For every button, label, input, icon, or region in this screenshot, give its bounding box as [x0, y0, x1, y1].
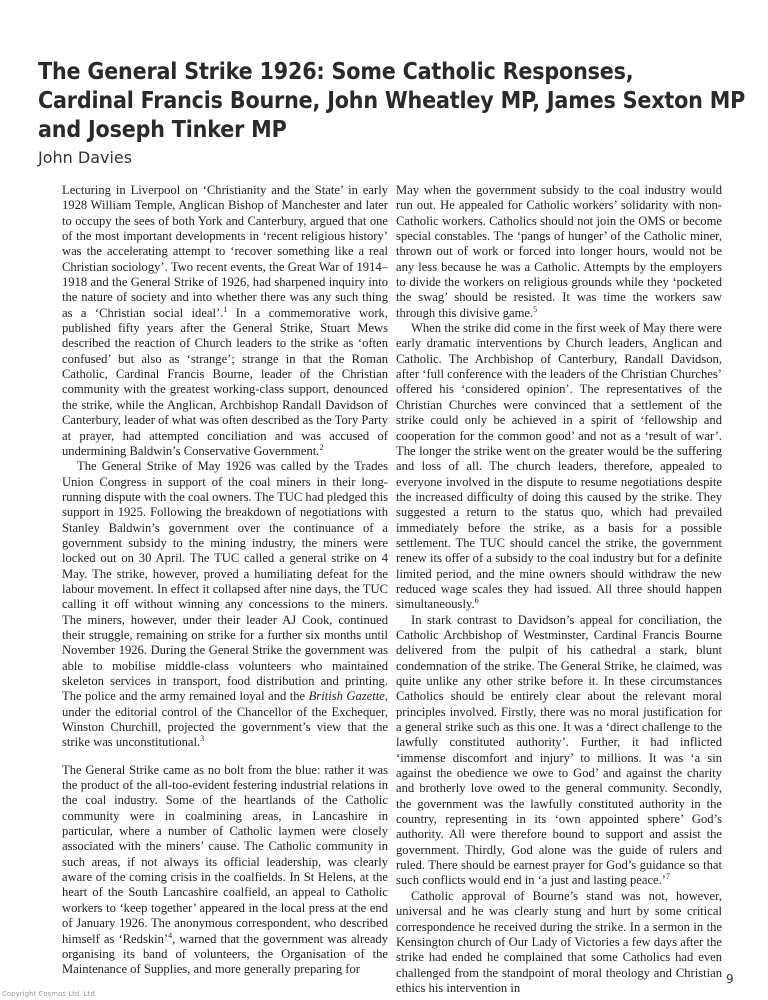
footnote-ref: 1: [223, 304, 228, 314]
paragraph: [62, 763, 388, 978]
paragraph: [396, 321, 722, 613]
footnote-ref: 2: [319, 442, 324, 452]
paragraph: [62, 183, 388, 459]
article-title: [38, 58, 746, 145]
title-line-1: The General Strike 1926: Some Catholic Responses,: [38, 59, 634, 85]
footnote-ref: 6: [474, 596, 479, 606]
copyright-watermark: Copyright Cosmos Ltd. Ltd: [2, 990, 95, 998]
footnote-ref: 7: [666, 872, 670, 882]
paragraph-text: The General Strike came as no bolt from the blue: rather it was the product of the all-too-evident festering industrial relations in the coal industry. Some of the heartlands of the Catholic community were in coalmining areas, in Lancashire in particular, where a number of Catholic laymen were closely associated with the miners’ cause. The Catholic community in such areas, if not always its official leadership, was clearly aware of the coming crisis in the coalfields. In St Helens, at the heart of the South Lancashire coalfield, an appeal to Catholic workers to ‘keep together’ appeared in the local press at the end of January 1926. The anonymous correspondent, who described himself as ‘Redskin’: [62, 762, 388, 946]
left-column: [62, 183, 388, 978]
paragraph-text: When the strike did come in the first week of May there were early dramatic interventions by Church leaders, Anglican and Catholic. The Archbishop of Canterbury, Randall Davidson, after ‘full conference with the leaders of the Christian Churches’ offered his ‘considered opinion’. The representatives of the Christian Churches were convinced that a settlement of the strike could only be achieved in a spirit of ‘fellowship and cooperation for the common good’ and not as a ‘result of war’. The longer the strike went on the greater would be the suffering and loss of all. The church leaders, therefore, appealed to everyone involved in the dispute to resume negotiations despite the increased difficulty of doing this caused by the strike. They suggested a return to the status quo, which had prevailed immediately before the strike, as a basis for a possible settlement. The TUC should cancel the strike, the government renew its offer of a subsidy to the coal industry but for a definite limited period, and the mine owners should withdraw the new reduced wage scales they had issued. All three should happen simultaneously.: [396, 321, 722, 612]
right-column: [396, 183, 722, 996]
footnote-ref: 4: [168, 930, 173, 940]
paragraph-text: , under the editorial control of the Chancellor of the Exchequer, Winston Churchill, projected the government’s view that the strike was unconstitutional.: [62, 689, 388, 750]
paragraph: [396, 889, 722, 996]
title-line-2: Cardinal Francis Bourne, John Wheatley MP, James Sexton MP: [38, 88, 746, 114]
title-line-3: and Joseph Tinker MP: [38, 117, 287, 143]
paragraph-text: The General Strike of May 1926 was called by the Trades Union Congress in support of the coal miners in their long-running dispute with the coal owners. The TUC had pledged this support in 1925. Following the breakdown of negotiations with Stanley Baldwin’s government over the continuance of a government subsidy to the mining industry, the miners were locked out on 30 April. The TUC called a general strike on 4 May. The strike, however, proved a humiliating defeat for the labour movement. In effect it collapsed after nine days, the TUC calling it off without winning any concessions to the miners. The miners, however, under their leader AJ Cook, continued their struggle, remaining on strike for a further six months until November 1926. During the General Strike the government was able to mobilise middle-class volunteers who maintained skeleton services in transport, food distribution and printing. The police and the army remained loyal and the: [62, 459, 388, 704]
paragraph-text: In stark contrast to Davidson’s appeal for conciliation, the Catholic Archbishop of Westminster, Cardinal Francis Bourne delivered from the pulpit of his cathedral a stark, blunt condemnation of the strike. The General Strike, he claimed, was quite unlike any other strike before it. In these circumstances Catholics should be entirely clear about the relevant moral principles involved. Firstly, there was no moral justification for a general strike such as this one. It was a ‘direct challenge to the lawfully constituted authority’. Further, it had inflicted ‘immense discomfort and injury’ to millions. It was ‘a sin against the obedience we owe to God’ and against the charity and brotherly love owed to the general community. Secondly, the government was the lawfully constituted authority in the country, representing in its ‘own appointed sphere’ God’s authority. All were therefore bound to support and assist the government. Thirdly, God alone was the guide of rulers and ruled. There should be earnest prayer for God’s guidance so that such conflicts would end in ‘a just and lasting peace.’: [396, 612, 722, 888]
paragraph-text: May when the government subsidy to the coal industry would run out. He appealed for Catholic workers’ solidarity with non-Catholic workers. Catholics should not join the OMS or become special constables. The ‘pangs of hunger’ of the Catholic miner, thrown out of work or forced into longer hours, would not be any less because he was a Catholic. Attempts by the employers to divide the workers on religious grounds while they ‘pocketed the swag’ should be resisted. It was time the workers saw through this divisive game.: [396, 183, 722, 320]
paragraph: [62, 459, 388, 751]
newspaper-title: British Gazette: [308, 689, 385, 704]
paragraph-text: , warned that the government was already organising its band of volunteers, the Organisation of the Maintenance of Supplies, and more generally preparing for: [62, 931, 389, 977]
footnote-ref: 5: [533, 304, 538, 314]
author-name: John Davies: [38, 148, 133, 167]
paragraph: [396, 613, 722, 889]
paragraph: [396, 183, 722, 321]
paragraph-text: Lecturing in Liverpool on ‘Christianity and the State’ in early 1928 William Temple, Anglican Bishop of Manchester and later to occupy the sees of both York and Canterbury, argued that one of the most important developments in ‘recent religious history’ was the accelerating attempt to ‘recover something like a real Christian sociology’. Two recent events, the Great War of 1914–1918 and the General Strike of 1926, had sharpened inquiry into the nature of society and into whether there was any such thing as a ‘Christian social ideal’.: [62, 183, 388, 320]
paragraph-text: Catholic approval of Bourne’s stand was not, however, universal and he was clearly stung and hurt by some critical correspondence he received during the strike. In a sermon in the Kensington church of Our Lady of Victories a few days after the strike had ended he complained that some Catholics had even challenged from the standpoint of moral theology and Christian ethics his intervention in: [396, 888, 722, 995]
footnote-ref: 3: [200, 734, 205, 744]
paragraph-text: In a commemorative work, published fifty years after the General Strike, Stuart Mews described the reaction of Church leaders to the strike as ‘often confused’ but also as ‘strange’; strange in that the Roman Catholic, Cardinal Francis Bourne, leader of the Christian community with the greatest working-class support, denounced the strike, while the Anglican, Archbishop Randall Davidson of Canterbury, leader of what was often described as the Tory Party at prayer, had attempted conciliation and was accused of undermining Baldwin’s Conservative Government.: [62, 305, 388, 458]
page-number: 9: [726, 972, 734, 986]
